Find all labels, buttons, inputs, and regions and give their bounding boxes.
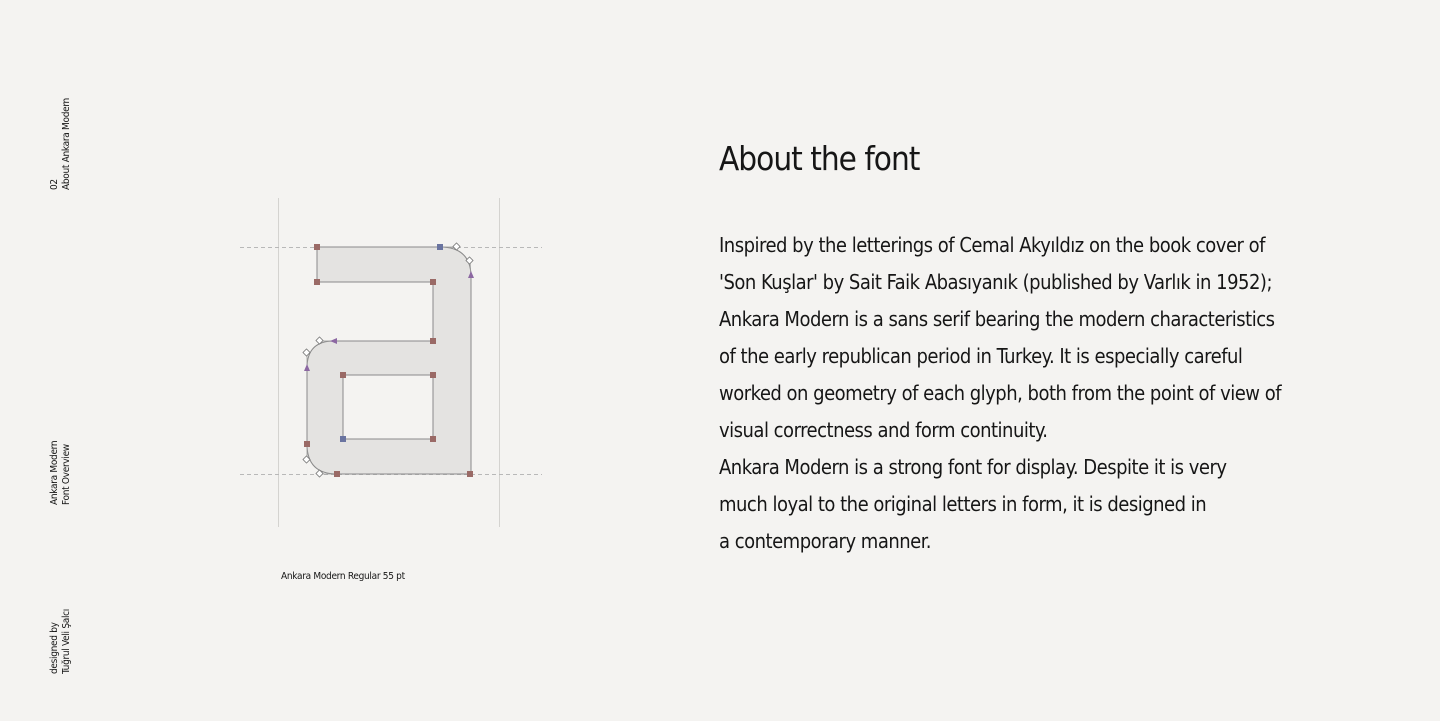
overview-font-name: Ankara Modern bbox=[49, 440, 60, 505]
body-line: much loyal to the original letters in form, it is designed in bbox=[719, 492, 1207, 516]
body-line: a contemporary manner. bbox=[719, 529, 932, 553]
body-line: Ankara Modern is a sans serif bearing the modern characteristics bbox=[719, 307, 1275, 331]
glyph-a-outline-svg bbox=[230, 190, 550, 535]
overview-subtitle: Font Overview bbox=[61, 444, 72, 505]
body-line: Ankara Modern is a strong font for display. Despite it is very bbox=[719, 455, 1227, 479]
designer-prefix: designed by bbox=[49, 622, 60, 674]
body-line: Inspired by the letterings of Cemal Akyıldız on the book cover of bbox=[719, 233, 1265, 257]
section-title: About Ankara Modern bbox=[61, 98, 72, 190]
about-title: About the font bbox=[719, 139, 920, 178]
section-number: 02 bbox=[49, 179, 60, 190]
glyph-a-shape bbox=[307, 247, 471, 474]
glyph-outline-illustration bbox=[230, 190, 550, 535]
about-body-text bbox=[719, 227, 1319, 560]
glyph-caption: Ankara Modern Regular 55 pt bbox=[281, 571, 405, 582]
body-line: visual correctness and form continuity. bbox=[719, 418, 1048, 442]
body-line: 'Son Kuşlar' by Sait Faik Abasıyanık (published by Varlık in 1952); bbox=[719, 270, 1273, 294]
side-label-section bbox=[49, 98, 73, 190]
body-line: of the early republican period in Turkey. It is especially careful bbox=[719, 344, 1243, 368]
side-label-overview bbox=[49, 441, 73, 505]
side-label-designer bbox=[49, 609, 73, 674]
body-line: worked on geometry of each glyph, both from the point of view of bbox=[719, 381, 1282, 405]
designer-name: Tuğrul Veli Şalcı bbox=[61, 609, 72, 674]
